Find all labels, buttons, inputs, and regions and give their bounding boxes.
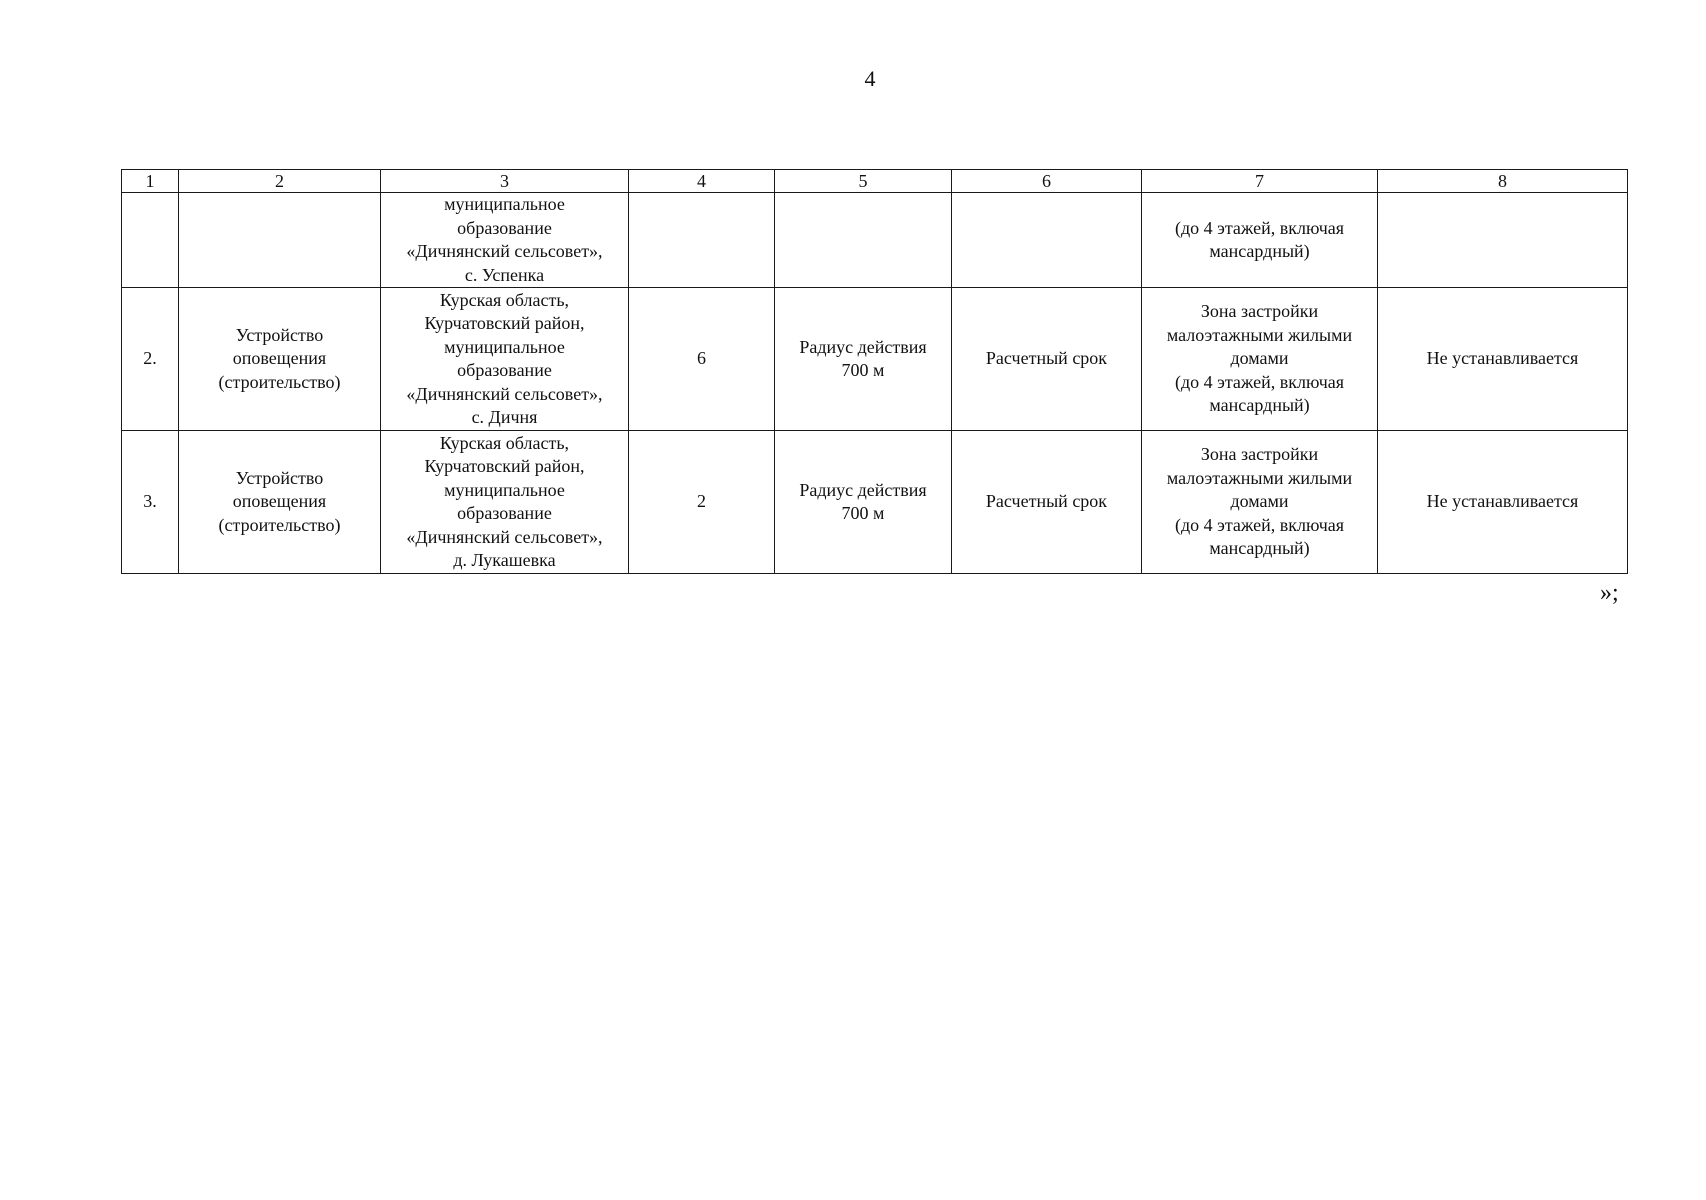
cell-count	[629, 193, 775, 288]
text-line: образование	[457, 503, 552, 523]
closing-quote-mark: »;	[1600, 580, 1619, 606]
table-row	[122, 288, 1628, 431]
text-line: Радиус действия	[799, 479, 927, 500]
cell-restriction: Не устанавливается	[1378, 288, 1628, 431]
text-line: (до 4 этажей, включая	[1174, 217, 1345, 238]
table-row	[122, 431, 1628, 574]
cell-number: 2.	[122, 288, 179, 431]
text-line: малоэтажными жилыми	[1166, 324, 1353, 345]
cell-characteristic	[775, 431, 952, 574]
header-row	[122, 170, 1628, 193]
page-number: 4	[864, 66, 876, 91]
text-line: Устройство	[235, 467, 324, 488]
text-line: оповещения	[232, 348, 327, 369]
header-cell: 5	[775, 170, 952, 193]
cell-location	[381, 431, 629, 574]
text-line: мансардный)	[1209, 538, 1310, 559]
cell-location	[381, 193, 629, 288]
text-line: Зона застройки	[1200, 444, 1319, 465]
text-line: «Дичнянский сельсовет»,	[406, 526, 603, 547]
cell-zone	[1142, 193, 1378, 288]
text-line: «Дичнянский сельсовет»,	[406, 383, 603, 404]
text-line: Курчатовский район,	[424, 456, 585, 476]
text-line: «Дичнянский сельсовет»,	[406, 241, 603, 261]
table-row-continuation	[122, 193, 1628, 288]
cell-characteristic	[775, 288, 952, 431]
header-cell: 1	[122, 170, 179, 193]
text-line: домами	[1230, 348, 1289, 369]
header-cell: 6	[952, 170, 1142, 193]
cell-restriction: Не устанавливается	[1378, 431, 1628, 574]
cell-count: 6	[629, 288, 775, 431]
text-line: домами	[1230, 491, 1289, 512]
text-line: муниципальное	[444, 194, 565, 214]
text-line: Зона застройки	[1200, 301, 1319, 322]
text-line: 700 м	[841, 360, 885, 380]
text-line: образование	[457, 217, 552, 238]
cell-term: Расчетный срок	[952, 288, 1142, 431]
cell-term	[952, 193, 1142, 288]
cell-count: 2	[629, 431, 775, 574]
cell-object	[179, 193, 381, 288]
text-line: 700 м	[841, 503, 885, 523]
cell-characteristic	[775, 193, 952, 288]
cell-object	[179, 431, 381, 574]
text-line: мансардный)	[1209, 241, 1310, 261]
text-line: (строительство)	[218, 514, 341, 535]
text-line: малоэтажными жилыми	[1166, 467, 1353, 488]
header-cell: 2	[179, 170, 381, 193]
text-line: Радиус действия	[799, 336, 927, 357]
header-cell: 7	[1142, 170, 1378, 193]
cell-object	[179, 288, 381, 431]
text-line: (до 4 этажей, включая	[1174, 371, 1345, 392]
cell-zone	[1142, 431, 1378, 574]
header-cell: 4	[629, 170, 775, 193]
text-line: мансардный)	[1209, 395, 1310, 416]
text-line: Курчатовский район,	[424, 313, 585, 333]
cell-number: 3.	[122, 431, 179, 574]
text-line: образование	[457, 360, 552, 380]
text-line: с. Успенка	[464, 264, 545, 285]
data-table	[121, 169, 1628, 574]
cell-term: Расчетный срок	[952, 431, 1142, 574]
cell-number	[122, 193, 179, 288]
cell-location	[381, 288, 629, 431]
text-line: оповещения	[232, 491, 327, 512]
text-line: (до 4 этажей, включая	[1174, 514, 1345, 535]
text-line: муниципальное	[444, 336, 565, 357]
header-cell: 3	[381, 170, 629, 193]
text-line: д. Лукашевка	[453, 550, 556, 570]
text-line: муниципальное	[444, 479, 565, 500]
text-line: с. Дичня	[471, 407, 538, 427]
cell-zone	[1142, 288, 1378, 431]
text-line: Курская область,	[439, 289, 570, 310]
text-line: Курская область,	[439, 432, 570, 453]
header-cell: 8	[1378, 170, 1628, 193]
text-line: (строительство)	[218, 371, 341, 392]
cell-restriction	[1378, 193, 1628, 288]
text-line: Устройство	[235, 324, 324, 345]
